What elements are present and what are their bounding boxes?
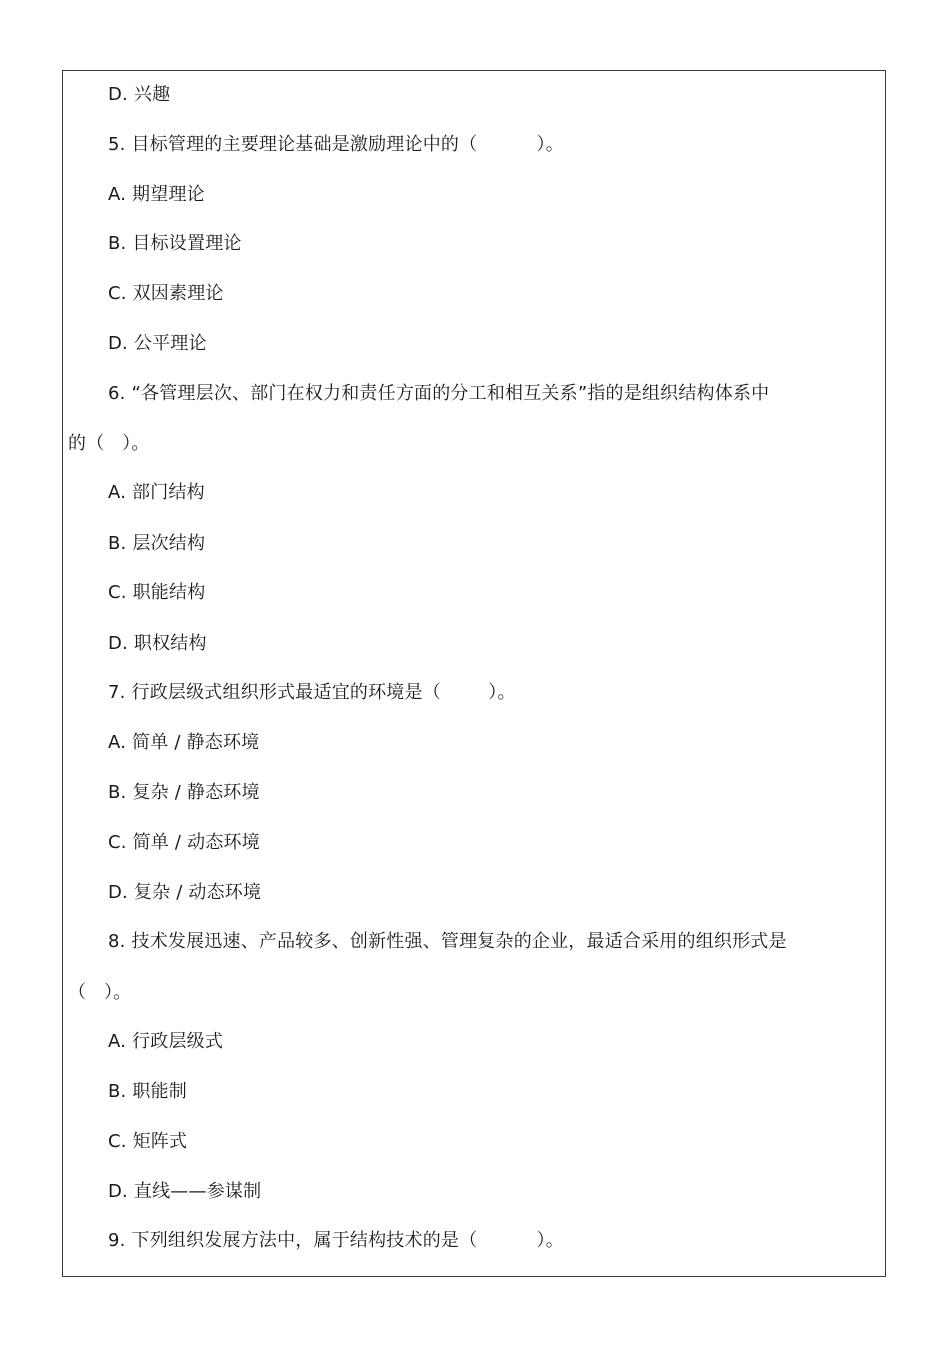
q8-option-c: C. 矩阵式 [108, 1131, 188, 1152]
q6-option-c: C. 职能结构 [108, 582, 206, 603]
q5-option-d: D. 公平理论 [108, 333, 207, 354]
q5-question: 5. 目标管理的主要理论基础是激励理论中的（ ）。 [108, 134, 564, 155]
q8-option-b: B. 职能制 [108, 1081, 187, 1102]
q9-question: 9. 下列组织发展方法中，属于结构技术的是（ ）。 [108, 1230, 564, 1251]
q8-option-d: D. 直线——参谋制 [108, 1181, 262, 1202]
q8-option-a: A. 行政层级式 [108, 1031, 224, 1052]
q5-option-a: A. 期望理论 [108, 184, 205, 205]
q7-option-a: A. 简单 / 静态环境 [108, 732, 260, 753]
q7-option-b: B. 复杂 / 静态环境 [108, 782, 260, 803]
q6-option-a: A. 部门结构 [108, 482, 205, 503]
q4-option-d: D. 兴趣 [108, 84, 171, 105]
q7-question: 7. 行政层级式组织形式最适宜的环境是（ ）。 [108, 682, 516, 703]
q5-option-c: C. 双因素理论 [108, 283, 224, 304]
q8-question: 8. 技术发展迅速、产品较多、创新性强、管理复杂的企业，最适合采用的组织形式是 [108, 931, 787, 952]
q6-option-d: D. 职权结构 [108, 633, 207, 654]
q6-question: 6. “各管理层次、部门在权力和责任方面的分工和相互关系”指的是组织结构体系中 [108, 383, 770, 404]
q6-option-b: B. 层次结构 [108, 533, 206, 554]
q5-option-b: B. 目标设置理论 [108, 233, 242, 254]
q7-option-c: C. 简单 / 动态环境 [108, 832, 260, 853]
q6-question-cont: 的（ ）。 [68, 433, 150, 454]
q8-question-cont: （ ）。 [68, 982, 132, 1003]
q7-option-d: D. 复杂 / 动态环境 [108, 882, 262, 903]
